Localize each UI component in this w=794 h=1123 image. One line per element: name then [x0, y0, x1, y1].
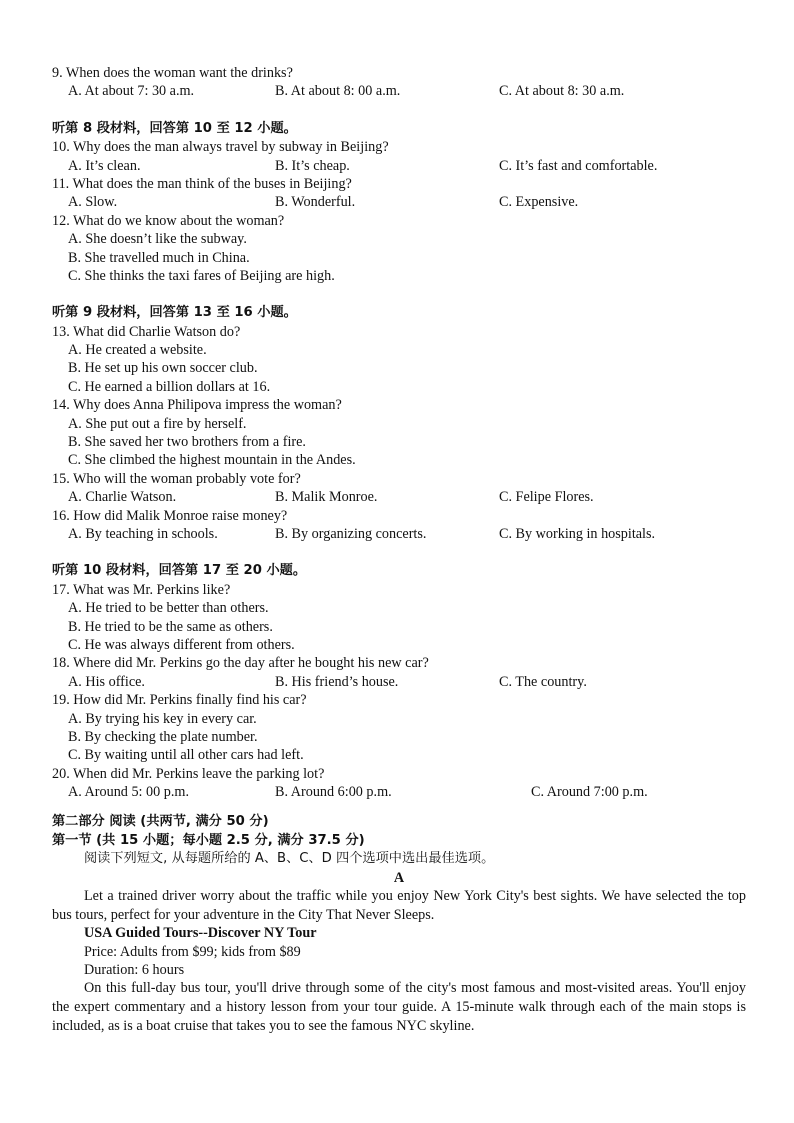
q14-stem: 14. Why does Anna Philipova impress the woman?: [52, 397, 342, 414]
q11-option-a: A. Slow.: [68, 194, 118, 211]
q12-stem: 12. What do we know about the woman?: [52, 212, 285, 229]
q16-option-b: B. By organizing concerts.: [275, 525, 427, 542]
q20-option-a: A. Around 5: 00 p.m.: [68, 784, 189, 801]
q12-option-a: A. She doesn’t like the subway.: [68, 231, 247, 248]
q15-option-c: C. Felipe Flores.: [499, 489, 594, 506]
q17-option-b: B. He tried to be the same as others.: [68, 618, 273, 635]
q14-option-a: A. She put out a fire by herself.: [68, 415, 247, 432]
q10-option-b: B. It’s cheap.: [275, 157, 350, 174]
q19-stem: 19. How did Mr. Perkins finally find his car?: [52, 692, 307, 709]
q18-options: [52, 673, 746, 691]
tour-price: Price: Adults from $99; kids from $89: [84, 943, 301, 960]
q11-stem: 11. What does the man think of the buses in Beijing?: [52, 175, 352, 192]
q12-option-c: C. She thinks the taxi fares of Beijing are high.: [68, 267, 335, 284]
q20-option-c: C. Around 7:00 p.m.: [531, 784, 648, 801]
q19-option-a: A. By trying his key in every car.: [68, 710, 257, 727]
part-two-heading: 第二部分 阅读 (共两节, 满分 50 分): [52, 814, 269, 830]
section-heading-10: 听第 10 段材料，回答第 17 至 20 小题。: [52, 563, 307, 579]
q16-stem: 16. How did Malik Monroe raise money?: [52, 507, 288, 524]
q20-options: [52, 783, 746, 801]
q10-option-a: A. It’s clean.: [68, 157, 141, 174]
q13-option-c: C. He earned a billion dollars at 16.: [68, 378, 271, 395]
q11-option-b: B. Wonderful.: [275, 194, 356, 211]
q10-options: [52, 157, 746, 175]
q16-options: [52, 525, 746, 543]
q9-option-b: B. At about 8: 00 a.m.: [275, 83, 401, 100]
q15-option-b: B. Malik Monroe.: [275, 489, 378, 506]
q19-option-b: B. By checking the plate number.: [68, 728, 258, 745]
q17-option-a: A. He tried to be better than others.: [68, 600, 269, 617]
q9-option-c: C. At about 8: 30 a.m.: [499, 83, 625, 100]
q12-option-b: B. She travelled much in China.: [68, 249, 250, 266]
q20-stem: 20. When did Mr. Perkins leave the parking lot?: [52, 765, 325, 782]
q13-option-b: B. He set up his own soccer club.: [68, 360, 258, 377]
q9-options: [52, 82, 746, 100]
q18-stem: 18. Where did Mr. Perkins go the day after he bought his new car?: [52, 655, 429, 672]
q9-stem: 9. When does the woman want the drinks?: [52, 65, 293, 81]
q14-option-c: C. She climbed the highest mountain in the Andes.: [68, 452, 356, 469]
q16-option-c: C. By working in hospitals.: [499, 525, 656, 542]
q13-option-a: A. He created a website.: [68, 342, 207, 359]
passage-intro: Let a trained driver worry about the traffic while you enjoy New York City's best sights. We have selected the top bus tours, perfect for your adventure in the City That Never Sleeps.: [52, 888, 746, 923]
passage-label: A: [393, 869, 405, 886]
q10-option-c: C. It’s fast and comfortable.: [499, 157, 658, 174]
q18-option-c: C. The country.: [499, 673, 587, 690]
q9-option-a: A. At about 7: 30 a.m.: [68, 83, 195, 100]
q20-option-b: B. Around 6:00 p.m.: [275, 784, 392, 801]
tour-description: On this full-day bus tour, you'll drive through some of the city's most famous and most-visited areas. You'll enjoy the expert commentary and a history lesson from your tour guide. A 15-minute walk through each of the main stops is included, as is a boat cruise that takes you to see the famous NYC skyline.: [52, 980, 746, 1034]
tour-duration: Duration: 6 hours: [84, 961, 185, 978]
section-one-heading: 第一节 (共 15 小题；每小题 2.5 分, 满分 37.5 分): [52, 832, 365, 848]
reading-instruction: 阅读下列短文, 从每题所给的 A、B、C、D 四个选项中选出最佳选项。: [84, 851, 495, 867]
q17-stem: 17. What was Mr. Perkins like?: [52, 581, 231, 598]
section-heading-8: 听第 8 段材料，回答第 10 至 12 小题。: [52, 120, 297, 136]
q17-option-c: C. He was always different from others.: [68, 636, 295, 653]
q10-stem: 10. Why does the man always travel by subway in Beijing?: [52, 139, 389, 156]
q15-option-a: A. Charlie Watson.: [68, 489, 177, 506]
q16-option-a: A. By teaching in schools.: [68, 525, 218, 542]
q14-option-b: B. She saved her two brothers from a fire.: [68, 434, 306, 451]
tour-title: USA Guided Tours--Discover NY Tour: [84, 925, 317, 942]
q11-options: [52, 193, 746, 211]
q15-stem: 15. Who will the woman probably vote for?: [52, 470, 301, 487]
q13-stem: 13. What did Charlie Watson do?: [52, 323, 241, 340]
q18-option-a: A. His office.: [68, 673, 145, 690]
q15-options: [52, 488, 746, 506]
q11-option-c: C. Expensive.: [499, 194, 579, 211]
q19-option-c: C. By waiting until all other cars had left.: [68, 747, 304, 764]
section-heading-9: 听第 9 段材料，回答第 13 至 16 小题。: [52, 305, 297, 321]
exam-page: [52, 64, 746, 1035]
q18-option-b: B. His friend’s house.: [275, 673, 399, 690]
